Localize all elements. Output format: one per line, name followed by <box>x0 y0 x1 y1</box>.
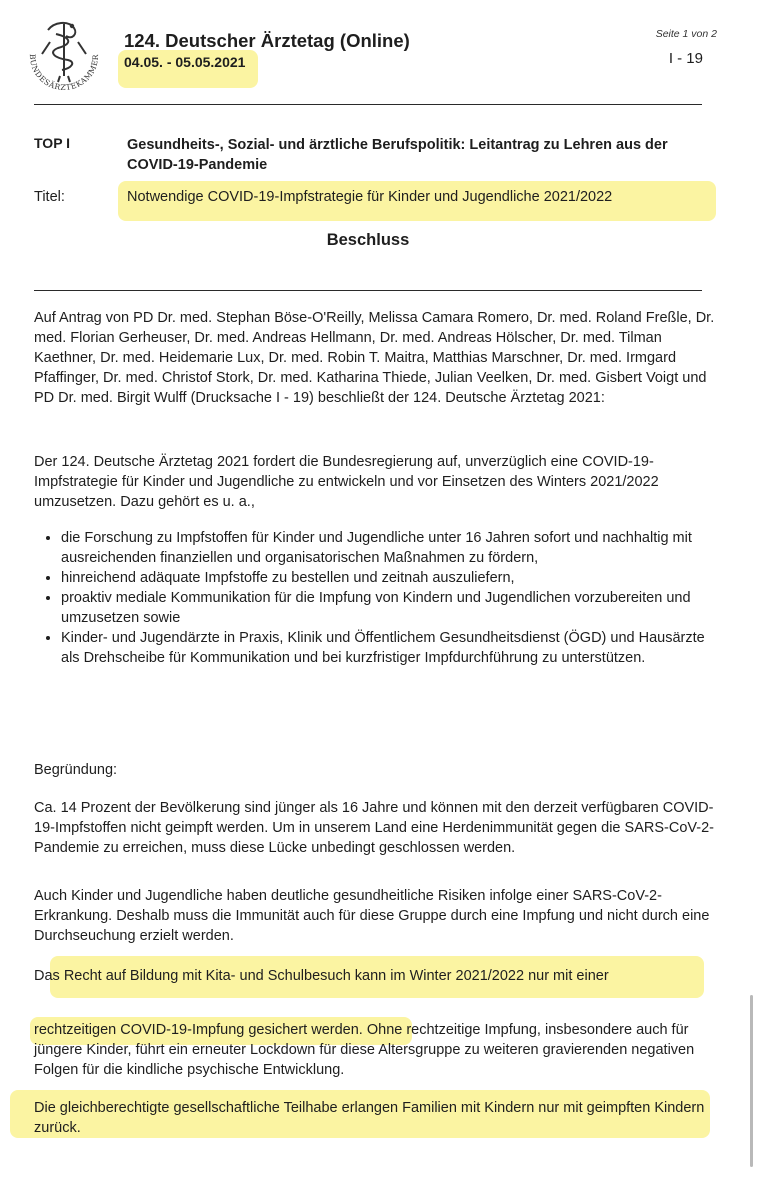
list-item: • die Forschung zu Impfstoffen für Kinder und Jugendliche unter 16 Jahren sofort und nachhaltig mit ausreichenden finanziellen und organisatorischen Maßnahmen zu fördern, <box>61 528 724 568</box>
begruendung-paragraph-1: Ca. 14 Prozent der Bevölkerung sind jünger als 16 Jahre und können mit den derzeit verfügbaren COVID-19-Impfstoffen nicht geimpft werden. Um in unserem Land eine Herdenimmunität gegen die SARS-CoV-2-Pandemie zu erreichen, muss diese Lücke unbedingt geschlossen werden. <box>34 800 714 856</box>
logo-wordmark: BUNDESÄRZTEKAMMER <box>27 53 101 93</box>
measures-list <box>34 528 724 668</box>
agenda-item-label: TOP I <box>34 135 71 151</box>
document-number: I - 19 <box>668 50 703 67</box>
begruendung-heading: Begründung: <box>34 762 118 778</box>
list-item: • Kinder- und Jugendärzte in Praxis, Klinik und Öffentlichem Gesundheitsdienst (ÖGD) und Hausärzte als Drehscheibe für Kommunikation und bei kurzfristiger Impfdurchführung zu unterstützen. <box>61 628 724 668</box>
titel-label: Titel: <box>34 189 65 205</box>
section-divider <box>34 290 702 291</box>
begruendung-paragraph-3a: Das Recht auf Bildung mit Kita- und Schulbesuch kann im Winter 2021/2022 nur mit einer <box>34 968 609 984</box>
scrollbar[interactable] <box>750 995 753 1167</box>
begruendung-paragraph-4: Die gleichberechtigte gesellschaftliche Teilhabe erlangen Familien mit Kindern nur mit geimpften Kindern zurück. <box>34 1100 705 1136</box>
begruendung-paragraph-2: Auch Kinder und Jugendliche haben deutliche gesundheitliche Risiken infolge einer SARS-CoV-2-Erkrankung. Deshalb muss die Immunität auch für diese Gruppe durch eine Impfung und nicht durch eine Durchseuchung erzielt werden. <box>34 888 710 944</box>
beschluss-heading: Beschluss <box>326 231 410 249</box>
conference-title: 124. Deutscher Ärztetag (Online) <box>124 30 410 51</box>
titel-text: Notwendige COVID-19-Impfstrategie für Kinder und Jugendliche 2021/2022 <box>127 189 613 205</box>
list-item: • hinreichend adäquate Impfstoffe zu bestellen und zeitnah auszuliefern, <box>61 568 724 588</box>
header-divider <box>34 104 702 105</box>
agenda-item-text: Gesundheits-, Sozial- und ärztliche Berufspolitik: Leitantrag zu Lehren aus der COVID-19-Pandemie <box>127 137 668 173</box>
list-item: • proaktiv mediale Kommunikation für die Impfung von Kindern und Jugendlichen vorzubereiten und umzusetzen sowie <box>61 588 724 628</box>
begruendung-paragraph-3b: rechtzeitigen COVID-19-Impfung gesichert werden. Ohne rechtzeitige Impfung, insbesondere auch für jüngere Kinder, führt ein erneuter Lockdown für diese Altersgruppe zu weiteren gravierenden negativen Folgen für die kindliche psychische Entwicklung. <box>34 1022 695 1078</box>
antrag-paragraph: Auf Antrag von PD Dr. med. Stephan Böse-O'Reilly, Melissa Camara Romero, Dr. med. Roland Freßle, Dr. med. Florian Gerheuser, Dr. med. Andreas Hellmann, Dr. med. Andreas Hölscher, Dr. med. Tilman Kaethner, Dr. med. Heidemarie Lux, Dr. med. Robin T. Maitra, Matthias Marschner, Dr. med. Irmgard Pfaffinger, Dr. med. Christof Stork, Dr. med. Katharina Thiede, Julian Veelken, Dr. med. Gisbert Voigt und PD Dr. med. Birgit Wulff (Drucksache I - 19) beschließt der 124. Deutsche Ärztetag 2021: <box>34 310 715 406</box>
conference-date: 04.05. - 05.05.2021 <box>124 54 246 70</box>
page-indicator: Seite 1 von 2 <box>655 28 717 40</box>
bundesaerztekammer-logo <box>14 12 114 98</box>
forderung-paragraph: Der 124. Deutsche Ärztetag 2021 fordert die Bundesregierung auf, unverzüglich eine COVID-19-Impfstrategie für Kinder und Jugendliche zu entwickeln und vor Einsetzen des Winters 2021/2022 umzusetzen. Dazu gehört es u. a., <box>34 454 659 510</box>
